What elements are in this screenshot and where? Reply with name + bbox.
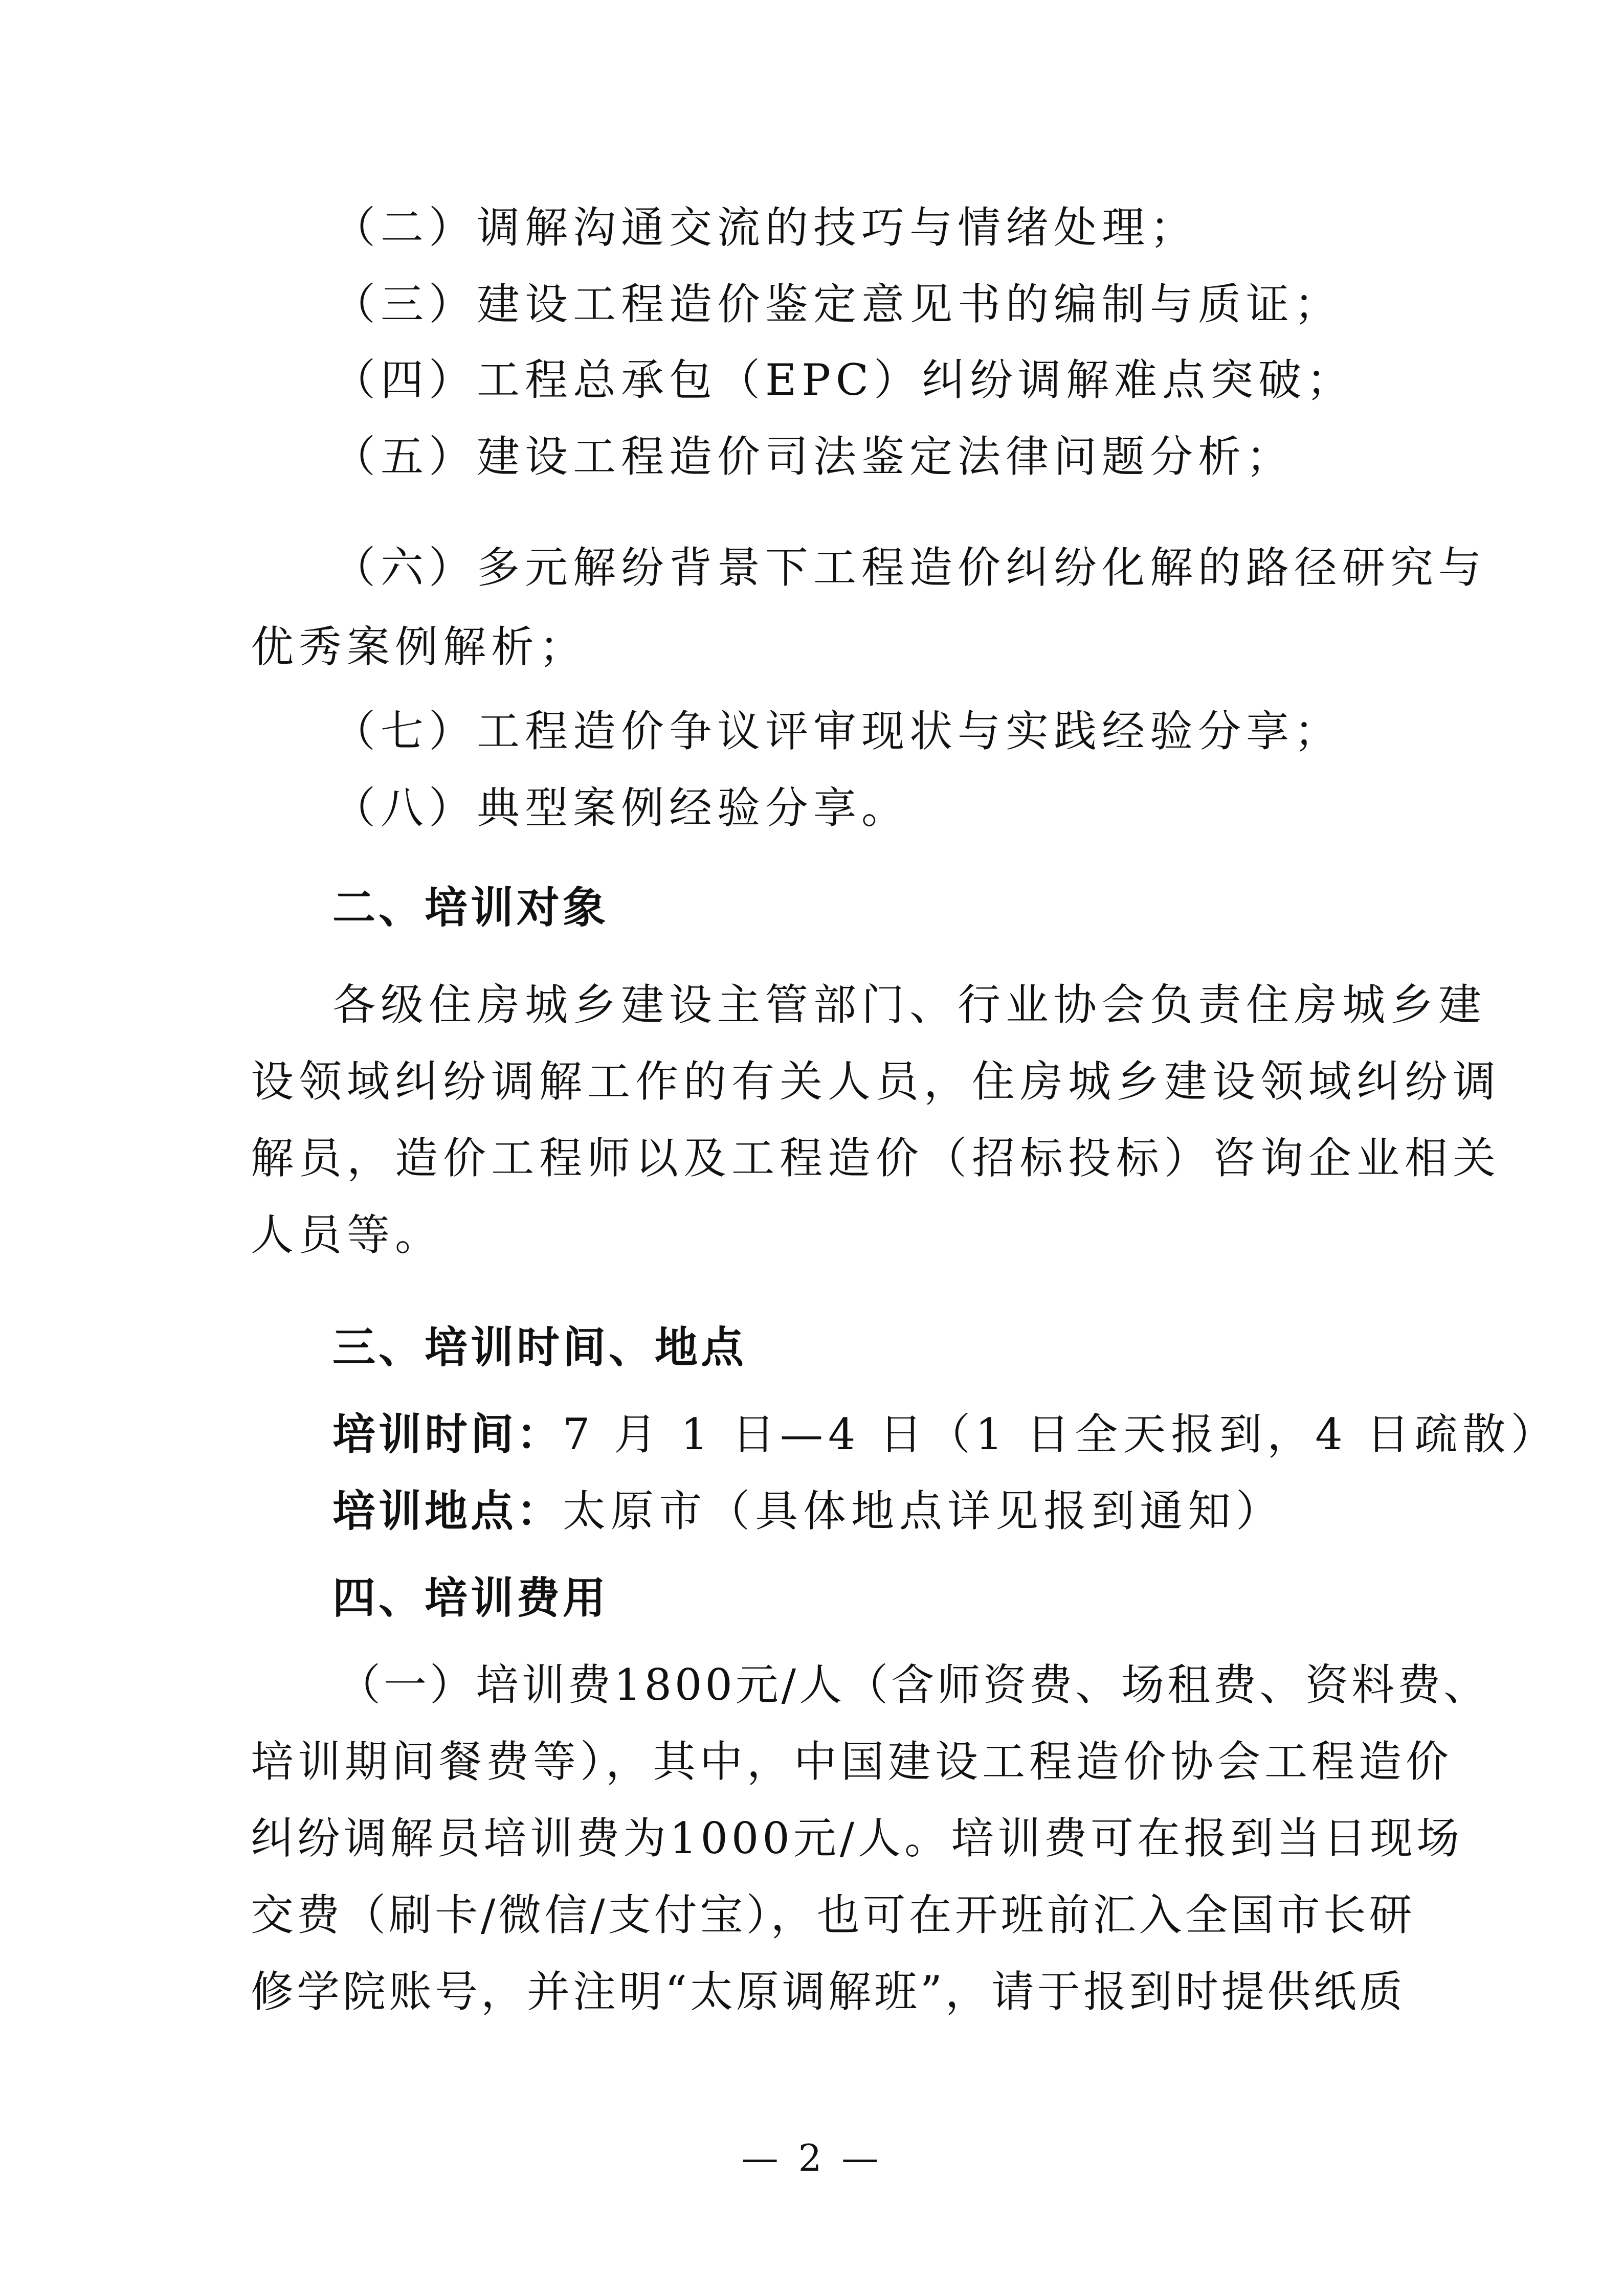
training-place-label: 培训地点： — [332, 1486, 563, 1536]
list-item: （二）调解沟通交流的技巧与情绪处理； — [332, 202, 1198, 253]
paragraph-line: （一）培训费1800元/人（含师资费、场租费、资料费、 — [338, 1660, 1490, 1710]
list-item: （四）工程总承包（EPC）纠纷调解难点突破； — [332, 355, 1355, 405]
page-number: — 2 — — [741, 2136, 883, 2179]
list-item: （五）建设工程造价司法鉴定法律问题分析； — [332, 432, 1295, 482]
list-item: （三）建设工程造价鉴定意见书的编制与质证； — [332, 279, 1343, 329]
paragraph-line: 人员等。 — [251, 1210, 443, 1260]
list-item-continuation: 优秀案例解析； — [251, 622, 588, 672]
list-item: （七）工程造价争议评审现状与实践经验分享； — [332, 706, 1343, 756]
paragraph-line: 设领域纠纷调解工作的有关人员，住房城乡建设领域纠纷调 — [251, 1056, 1501, 1107]
training-time-value: 7 月 1 日—4 日（1 日全天报到，4 日疏散） — [563, 1409, 1559, 1459]
paragraph-line: 解员，造价工程师以及工程造价（招标投标）咨询企业相关 — [251, 1133, 1501, 1183]
training-time-label: 培训时间： — [332, 1409, 563, 1459]
training-place-row — [332, 1485, 1407, 1537]
paragraph-line: 交费（刷卡/微信/支付宝），也可在开班前汇入全国市长研 — [251, 1890, 1415, 1940]
paragraph-line: 修学院账号，并注明“太原调解班”，请于报到时提供纸质 — [251, 1967, 1406, 2017]
paragraph-line: 培训期间餐费等），其中，中国建设工程造价协会工程造价 — [251, 1737, 1453, 1787]
paragraph-line: 各级住房城乡建设主管部门、行业协会负责住房城乡建 — [332, 980, 1487, 1030]
section-heading: 二、培训对象 — [332, 883, 609, 933]
paragraph-line: 纠纷调解员培训费为1000元/人。培训费可在报到当日现场 — [251, 1813, 1463, 1863]
list-item: （八）典型案例经验分享。 — [332, 783, 910, 833]
list-item: （六）多元解纷背景下工程造价纠纷化解的路径研究与 — [332, 543, 1487, 593]
section-heading: 三、培训时间、地点 — [332, 1322, 747, 1372]
section-heading: 四、培训费用 — [332, 1573, 609, 1623]
training-time-row — [332, 1409, 1559, 1460]
training-place-value: 太原市（具体地点详见报到通知） — [563, 1486, 1284, 1536]
